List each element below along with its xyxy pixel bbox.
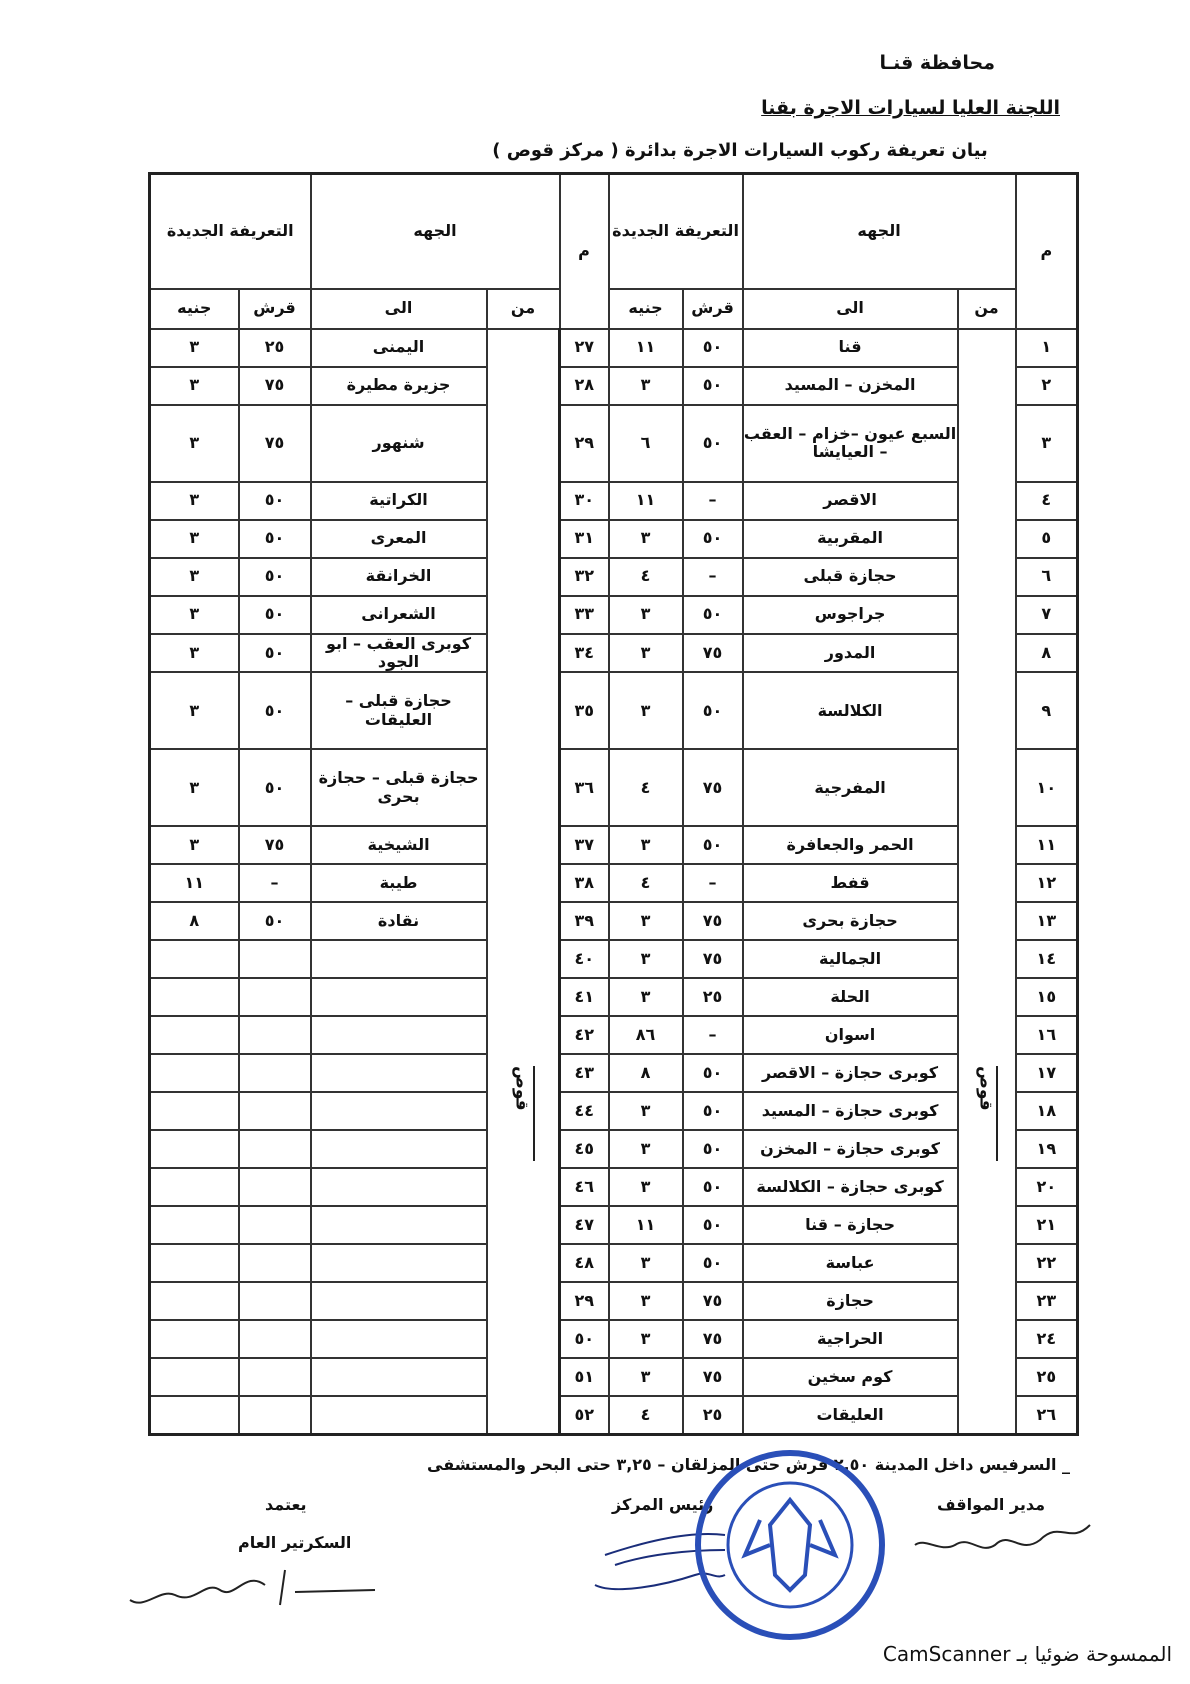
signature-parking-manager: مدير المواقف bbox=[937, 1495, 1045, 1514]
row-number: ٢٩ bbox=[560, 1282, 609, 1320]
fare-gineh bbox=[150, 1244, 239, 1282]
row-number: ٩ bbox=[1016, 672, 1078, 749]
fare-qirsh: ٥٠ bbox=[239, 596, 311, 634]
row-number: ١٤ bbox=[1016, 940, 1078, 978]
fare-gineh: ٨ bbox=[150, 902, 239, 940]
row-number: ٢١ bbox=[1016, 1206, 1078, 1244]
table-row bbox=[150, 596, 1078, 634]
row-number: ٤٤ bbox=[560, 1092, 609, 1130]
row-number: ٤٠ bbox=[560, 940, 609, 978]
fare-gineh: ٣ bbox=[150, 329, 239, 367]
row-number: ٥ bbox=[1016, 520, 1078, 558]
from-cell bbox=[487, 329, 560, 1435]
row-number: ٣٨ bbox=[560, 864, 609, 902]
destination bbox=[311, 1244, 487, 1282]
fare-qirsh: ٥٠ bbox=[683, 596, 743, 634]
row-number: ٣٣ bbox=[560, 596, 609, 634]
fare-gineh: ٨٦ bbox=[609, 1016, 683, 1054]
fare-qirsh: ٥٠ bbox=[683, 1244, 743, 1282]
table-row bbox=[150, 826, 1078, 864]
fare-gineh: ٣ bbox=[609, 367, 683, 405]
fare-qirsh: ٧٥ bbox=[239, 405, 311, 482]
destination: قنا bbox=[743, 329, 958, 367]
row-number: ٨ bbox=[1016, 634, 1078, 673]
table-row bbox=[150, 672, 1078, 749]
fare-gineh: ٣ bbox=[150, 672, 239, 749]
fare-gineh: ٣ bbox=[150, 826, 239, 864]
fare-gineh bbox=[150, 1396, 239, 1434]
fare-gineh: ٣ bbox=[150, 405, 239, 482]
row-number: ٤٧ bbox=[560, 1206, 609, 1244]
destination: الكراتية bbox=[311, 482, 487, 520]
header-m-left: م bbox=[560, 174, 609, 329]
fare-qirsh bbox=[239, 1054, 311, 1092]
signature-secretary-general: السكرتير العام bbox=[238, 1533, 352, 1552]
row-number: ٥١ bbox=[560, 1358, 609, 1396]
destination: المعرى bbox=[311, 520, 487, 558]
fare-gineh bbox=[150, 1016, 239, 1054]
destination: كوم سخين bbox=[743, 1358, 958, 1396]
fare-gineh: ٣ bbox=[609, 596, 683, 634]
row-number: ٢٣ bbox=[1016, 1282, 1078, 1320]
fare-gineh: ٤ bbox=[609, 864, 683, 902]
destination bbox=[311, 1130, 487, 1168]
destination: الحراجية bbox=[743, 1320, 958, 1358]
fare-qirsh: ٧٥ bbox=[239, 826, 311, 864]
table-row bbox=[150, 1130, 1078, 1168]
header-gineh-left: جنيه bbox=[150, 289, 239, 329]
header-dest-right: الجهه bbox=[743, 174, 1016, 289]
document-title-text: بيان تعريفة ركوب السيارات الاجرة بدائرة ( مركز قوص ) bbox=[492, 140, 988, 161]
destination: حجازة قبلى bbox=[743, 558, 958, 596]
destination bbox=[311, 1358, 487, 1396]
destination: حجازة bbox=[743, 1282, 958, 1320]
header-qirsh-right: قرش bbox=[683, 289, 743, 329]
destination: الخرانقة bbox=[311, 558, 487, 596]
fare-gineh: ٦ bbox=[609, 405, 683, 482]
row-number: ٣٩ bbox=[560, 902, 609, 940]
destination: المفرجية bbox=[743, 749, 958, 826]
fare-qirsh bbox=[239, 1358, 311, 1396]
destination: العليقات bbox=[743, 1396, 958, 1434]
signature-approve: يعتمد bbox=[265, 1495, 307, 1514]
fare-qirsh bbox=[239, 1016, 311, 1054]
destination bbox=[311, 1282, 487, 1320]
destination: قفط bbox=[743, 864, 958, 902]
destination: طيبة bbox=[311, 864, 487, 902]
row-number: ٦ bbox=[1016, 558, 1078, 596]
row-number: ٢٤ bbox=[1016, 1320, 1078, 1358]
destination bbox=[311, 940, 487, 978]
row-number: ٤٦ bbox=[560, 1168, 609, 1206]
fare-gineh: ٣ bbox=[609, 826, 683, 864]
fare-qirsh bbox=[239, 1320, 311, 1358]
destination: كوبرى حجازة – المخزن bbox=[743, 1130, 958, 1168]
fare-qirsh bbox=[239, 1130, 311, 1168]
destination bbox=[311, 1206, 487, 1244]
destination bbox=[311, 978, 487, 1016]
fare-gineh: ٣ bbox=[150, 558, 239, 596]
row-number: ٣٥ bbox=[560, 672, 609, 749]
header-to-right: الى bbox=[743, 289, 958, 329]
fare-gineh: ٣ bbox=[609, 978, 683, 1016]
service-note: _ السرفيس داخل المدينة ٢,٥٠ قرش حتى المزلقان – ٣,٢٥ حتى البحر والمستشفى bbox=[427, 1455, 1070, 1474]
header-dest-left: الجهه bbox=[311, 174, 560, 289]
fare-gineh bbox=[150, 1054, 239, 1092]
fare-qirsh: ٥٠ bbox=[683, 367, 743, 405]
fare-qirsh bbox=[239, 1282, 311, 1320]
fare-gineh bbox=[150, 1168, 239, 1206]
fare-qirsh: ٧٥ bbox=[683, 1282, 743, 1320]
header-qirsh-left: قرش bbox=[239, 289, 311, 329]
fare-gineh: ١١ bbox=[150, 864, 239, 902]
fare-gineh: ٣ bbox=[609, 940, 683, 978]
fare-qirsh bbox=[239, 940, 311, 978]
fare-gineh: ٣ bbox=[609, 1130, 683, 1168]
fare-qirsh: ٧٥ bbox=[683, 634, 743, 673]
fare-qirsh: ٥٠ bbox=[239, 672, 311, 749]
destination bbox=[311, 1054, 487, 1092]
fare-gineh: ٣ bbox=[609, 902, 683, 940]
fare-gineh: ٣ bbox=[609, 1168, 683, 1206]
fare-qirsh bbox=[239, 1092, 311, 1130]
destination: حجازة – قنا bbox=[743, 1206, 958, 1244]
row-number: ٢٧ bbox=[560, 329, 609, 367]
fare-qirsh: – bbox=[683, 1016, 743, 1054]
handwritten-signature-secretary bbox=[125, 1560, 385, 1620]
fare-gineh: ٣ bbox=[609, 1320, 683, 1358]
row-number: ٤٨ bbox=[560, 1244, 609, 1282]
fare-qirsh bbox=[239, 978, 311, 1016]
fare-qirsh: ٧٥ bbox=[239, 367, 311, 405]
row-number: ١٣ bbox=[1016, 902, 1078, 940]
row-number: ١٧ bbox=[1016, 1054, 1078, 1092]
destination bbox=[311, 1320, 487, 1358]
from-value: قوص bbox=[975, 1066, 999, 1161]
table-body bbox=[150, 329, 1078, 1435]
row-number: ١٠ bbox=[1016, 749, 1078, 826]
fare-gineh: ٣ bbox=[150, 367, 239, 405]
destination: الاقصر bbox=[743, 482, 958, 520]
fare-qirsh: ٥٠ bbox=[683, 672, 743, 749]
fare-gineh: ٣ bbox=[609, 520, 683, 558]
fare-gineh bbox=[150, 1092, 239, 1130]
row-number: ٣٧ bbox=[560, 826, 609, 864]
table-row bbox=[150, 1358, 1078, 1396]
table-row bbox=[150, 1396, 1078, 1434]
destination: حجازة قبلى – العليقات bbox=[311, 672, 487, 749]
destination: حجازة قبلى – حجازة بحرى bbox=[311, 749, 487, 826]
table-row bbox=[150, 329, 1078, 367]
header-tariff-right: التعريفة الجديدة bbox=[609, 174, 743, 289]
table-row bbox=[150, 1054, 1078, 1092]
table-row bbox=[150, 1168, 1078, 1206]
fare-gineh: ١١ bbox=[609, 329, 683, 367]
row-number: ٤١ bbox=[560, 978, 609, 1016]
row-number: ٤٣ bbox=[560, 1054, 609, 1092]
destination: الشعرانى bbox=[311, 596, 487, 634]
row-number: ٤ bbox=[1016, 482, 1078, 520]
table-row bbox=[150, 520, 1078, 558]
fare-qirsh: ٥٠ bbox=[239, 902, 311, 940]
destination: كوبرى حجازة – الاقصر bbox=[743, 1054, 958, 1092]
table-row bbox=[150, 558, 1078, 596]
destination: الجمالية bbox=[743, 940, 958, 978]
eagle-emblem-icon bbox=[770, 1500, 810, 1590]
destination: كوبرى العقب – ابو الجود bbox=[311, 634, 487, 673]
row-number: ٢٦ bbox=[1016, 1396, 1078, 1434]
governorate-heading: محافظة قنـا bbox=[879, 52, 995, 74]
destination: السبع عيون –خزام – العقب – العيايشا bbox=[743, 405, 958, 482]
document-title bbox=[0, 140, 1190, 161]
table-row bbox=[150, 1016, 1078, 1054]
row-number: ٢ bbox=[1016, 367, 1078, 405]
table-row bbox=[150, 482, 1078, 520]
fare-qirsh: ٥٠ bbox=[683, 1168, 743, 1206]
row-number: ١٩ bbox=[1016, 1130, 1078, 1168]
destination: شنهور bbox=[311, 405, 487, 482]
row-number: ٧ bbox=[1016, 596, 1078, 634]
fare-gineh bbox=[150, 1130, 239, 1168]
destination: جزيرة مطيرة bbox=[311, 367, 487, 405]
fare-qirsh: – bbox=[683, 482, 743, 520]
table-row bbox=[150, 634, 1078, 673]
fare-gineh: ٣ bbox=[150, 634, 239, 673]
destination: كوبرى حجازة – المسيد bbox=[743, 1092, 958, 1130]
fare-qirsh: ٥٠ bbox=[239, 749, 311, 826]
fare-gineh: ٣ bbox=[609, 1282, 683, 1320]
fare-qirsh bbox=[239, 1396, 311, 1434]
header-gineh-right: جنيه bbox=[609, 289, 683, 329]
camscanner-watermark: الممسوحة ضوئيا بـ CamScanner bbox=[882, 1642, 1172, 1666]
table-row bbox=[150, 1206, 1078, 1244]
destination: المدور bbox=[743, 634, 958, 673]
row-number: ٤٢ bbox=[560, 1016, 609, 1054]
destination: كوبرى حجازة – الكلالسة bbox=[743, 1168, 958, 1206]
row-number: ٣ bbox=[1016, 405, 1078, 482]
fare-qirsh: ٥٠ bbox=[683, 1054, 743, 1092]
fare-gineh: ٣ bbox=[150, 482, 239, 520]
row-number: ٢٥ bbox=[1016, 1358, 1078, 1396]
header-from-right: من bbox=[958, 289, 1016, 329]
fare-qirsh: ٥٠ bbox=[683, 520, 743, 558]
fare-gineh: ١١ bbox=[609, 482, 683, 520]
row-number: ٣٠ bbox=[560, 482, 609, 520]
table-row bbox=[150, 1282, 1078, 1320]
fare-gineh bbox=[150, 940, 239, 978]
destination bbox=[311, 1092, 487, 1130]
destination: جراجوس bbox=[743, 596, 958, 634]
destination: المخزن – المسيد bbox=[743, 367, 958, 405]
row-number: ٢٢ bbox=[1016, 1244, 1078, 1282]
destination: حجازة بحرى bbox=[743, 902, 958, 940]
fare-qirsh: ٢٥ bbox=[683, 1396, 743, 1434]
row-number: ٤٥ bbox=[560, 1130, 609, 1168]
fare-qirsh: ٥٠ bbox=[683, 1130, 743, 1168]
destination: الشيخية bbox=[311, 826, 487, 864]
row-number: ٣١ bbox=[560, 520, 609, 558]
from-cell bbox=[958, 329, 1016, 1435]
fare-gineh: ٣ bbox=[609, 672, 683, 749]
row-number: ١٨ bbox=[1016, 1092, 1078, 1130]
fare-qirsh: ٧٥ bbox=[683, 940, 743, 978]
row-number: ٣٤ bbox=[560, 634, 609, 673]
destination: الحمر والجعافرة bbox=[743, 826, 958, 864]
fare-qirsh bbox=[239, 1244, 311, 1282]
table-row bbox=[150, 902, 1078, 940]
from-value: قوص bbox=[511, 1066, 535, 1161]
row-number: ٢٨ bbox=[560, 367, 609, 405]
signature-center-head: رئيس المركز bbox=[612, 1495, 714, 1514]
header-to-left: الى bbox=[311, 289, 487, 329]
destination: عباسة bbox=[743, 1244, 958, 1282]
tariff-table bbox=[148, 172, 1079, 1436]
row-number: ١٦ bbox=[1016, 1016, 1078, 1054]
header-tariff-left: التعريفة الجديدة bbox=[150, 174, 311, 289]
row-number: ٣٢ bbox=[560, 558, 609, 596]
fare-gineh: ٤ bbox=[609, 558, 683, 596]
table-row bbox=[150, 1244, 1078, 1282]
table-row bbox=[150, 940, 1078, 978]
destination: الحلة bbox=[743, 978, 958, 1016]
destination: المقربية bbox=[743, 520, 958, 558]
fare-gineh bbox=[150, 1282, 239, 1320]
fare-gineh bbox=[150, 1358, 239, 1396]
table-row bbox=[150, 864, 1078, 902]
fare-gineh: ٤ bbox=[609, 749, 683, 826]
row-number: ٢٠ bbox=[1016, 1168, 1078, 1206]
fare-qirsh: ٧٥ bbox=[683, 1320, 743, 1358]
fare-qirsh bbox=[239, 1168, 311, 1206]
fare-gineh: ٣ bbox=[609, 1244, 683, 1282]
fare-qirsh: – bbox=[683, 864, 743, 902]
fare-gineh bbox=[150, 1320, 239, 1358]
fare-gineh: ١١ bbox=[609, 1206, 683, 1244]
fare-gineh bbox=[150, 978, 239, 1016]
row-number: ١١ bbox=[1016, 826, 1078, 864]
row-number: ٥٠ bbox=[560, 1320, 609, 1358]
fare-qirsh: ٥٠ bbox=[239, 482, 311, 520]
fare-gineh: ٣ bbox=[150, 749, 239, 826]
table-row bbox=[150, 1320, 1078, 1358]
row-number: ١٥ bbox=[1016, 978, 1078, 1016]
table-row bbox=[150, 1092, 1078, 1130]
destination bbox=[311, 1168, 487, 1206]
row-number: ٥٢ bbox=[560, 1396, 609, 1434]
fare-gineh: ٨ bbox=[609, 1054, 683, 1092]
table-row bbox=[150, 749, 1078, 826]
fare-qirsh: ٥٠ bbox=[683, 329, 743, 367]
fare-qirsh: ٢٥ bbox=[239, 329, 311, 367]
fare-qirsh: – bbox=[239, 864, 311, 902]
fare-gineh: ٣ bbox=[150, 596, 239, 634]
row-number: ٢٩ bbox=[560, 405, 609, 482]
fare-gineh: ٣ bbox=[609, 1092, 683, 1130]
fare-qirsh: ٥٠ bbox=[683, 1092, 743, 1130]
destination: اليمنى bbox=[311, 329, 487, 367]
fare-gineh: ٣ bbox=[150, 520, 239, 558]
row-number: ٣٦ bbox=[560, 749, 609, 826]
destination: نقادة bbox=[311, 902, 487, 940]
fare-qirsh: ٥٠ bbox=[239, 520, 311, 558]
fare-gineh bbox=[150, 1206, 239, 1244]
table-row bbox=[150, 405, 1078, 482]
row-number: ١ bbox=[1016, 329, 1078, 367]
fare-qirsh: ٥٠ bbox=[683, 405, 743, 482]
fare-gineh: ٣ bbox=[609, 1358, 683, 1396]
header-from-left: من bbox=[487, 289, 560, 329]
fare-qirsh: ٧٥ bbox=[683, 902, 743, 940]
fare-qirsh: ٧٥ bbox=[683, 749, 743, 826]
fare-qirsh: ٥٠ bbox=[683, 1206, 743, 1244]
fare-qirsh: ٢٥ bbox=[683, 978, 743, 1016]
destination: الكلالسة bbox=[743, 672, 958, 749]
fare-qirsh: ٧٥ bbox=[683, 1358, 743, 1396]
destination: اسوان bbox=[743, 1016, 958, 1054]
handwritten-signature-parking bbox=[900, 1515, 1100, 1565]
fare-qirsh: ٥٠ bbox=[239, 558, 311, 596]
fare-qirsh: ٥٠ bbox=[683, 826, 743, 864]
fare-gineh: ٤ bbox=[609, 1396, 683, 1434]
header-m-right: م bbox=[1016, 174, 1078, 329]
table-row bbox=[150, 978, 1078, 1016]
fare-gineh: ٣ bbox=[609, 634, 683, 673]
table-row bbox=[150, 367, 1078, 405]
destination bbox=[311, 1016, 487, 1054]
committee-heading: اللجنة العليا لسيارات الاجرة بقنا bbox=[761, 97, 1060, 119]
fare-qirsh: – bbox=[683, 558, 743, 596]
destination bbox=[311, 1396, 487, 1434]
row-number: ١٢ bbox=[1016, 864, 1078, 902]
fare-qirsh bbox=[239, 1206, 311, 1244]
fare-qirsh: ٥٠ bbox=[239, 634, 311, 673]
official-stamp bbox=[690, 1445, 890, 1645]
